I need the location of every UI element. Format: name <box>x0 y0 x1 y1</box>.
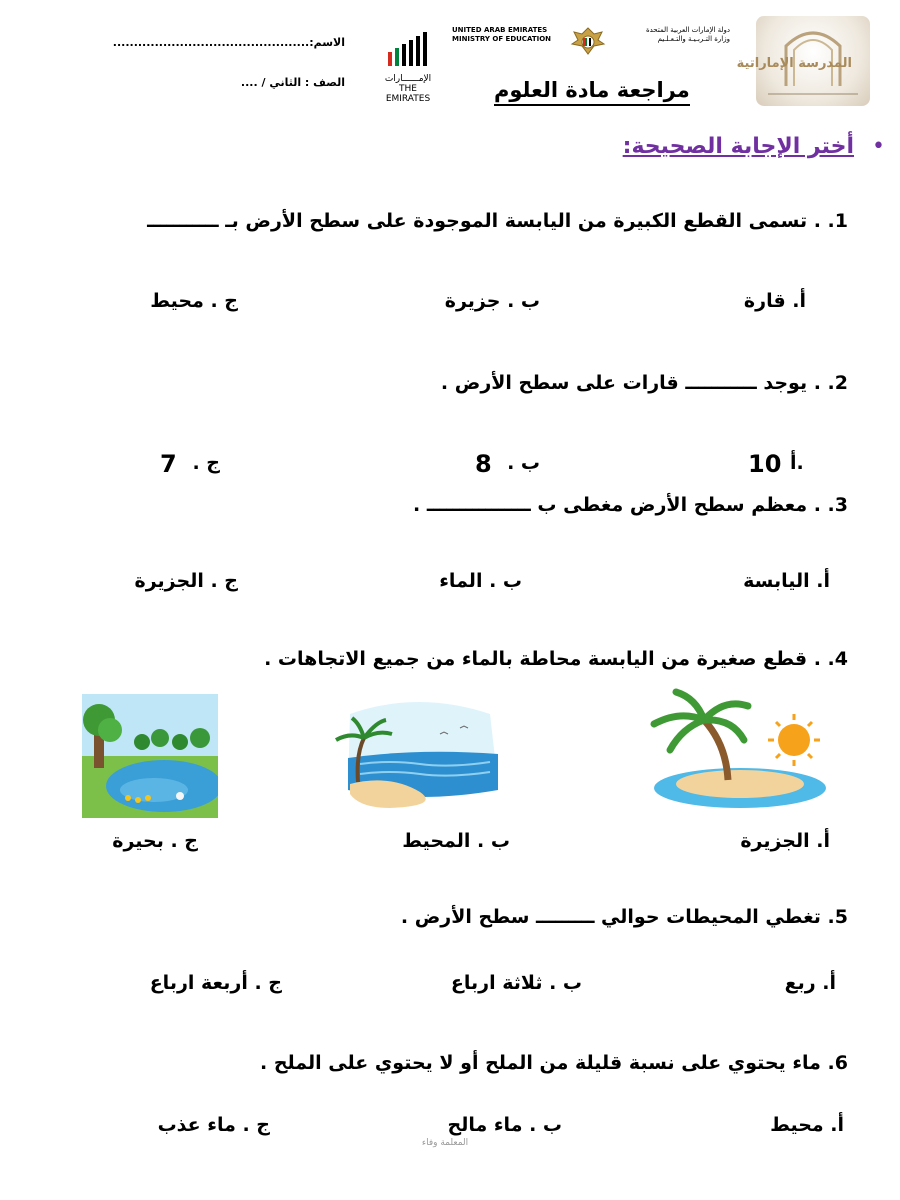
question-1: 1. . تسمى القطع الكبيرة من اليابسة الموجودة على سطح الأرض بـ ـــــــــــ <box>147 210 848 232</box>
q1-option-c[interactable]: ج . محيط <box>150 290 238 312</box>
q2-option-b-value[interactable]: 8 <box>475 450 492 478</box>
q2-option-c-value[interactable]: 7 <box>160 450 177 478</box>
q6-option-b[interactable]: ب . ماء مالح <box>447 1114 562 1136</box>
lake-image <box>82 694 218 818</box>
q1-option-a[interactable]: أ. قارة <box>743 290 806 312</box>
bullet-icon: • <box>872 134 885 159</box>
ministry-en-text: UNITED ARAB EMIRATES MINISTRY OF EDUCATION <box>452 26 552 43</box>
q4-option-b[interactable]: ب . المحيط <box>402 830 510 852</box>
q1-option-b[interactable]: ب . جزيرة <box>444 290 540 312</box>
instruction-heading: أختر الإجابة الصحيحة: <box>622 134 854 159</box>
question-3: 3. . معظم سطح الأرض مغطى ب ــــــــــــــــ . <box>413 494 848 516</box>
q6-option-a[interactable]: أ. محيط <box>770 1114 844 1136</box>
student-name-field[interactable]: الاسم:............................................... <box>112 36 345 49</box>
q3-option-a[interactable]: أ. اليابسة <box>743 570 830 592</box>
page-title: مراجعة مادة العلوم <box>494 78 690 106</box>
q6-option-c[interactable]: ج . ماء عذب <box>157 1114 270 1136</box>
emirates-logo-mark <box>380 30 436 70</box>
school-logo-text: المدرسة الإماراتية <box>736 56 852 71</box>
q2-option-b-label[interactable]: ب . <box>507 452 540 474</box>
island-image <box>640 684 832 812</box>
question-5: 5. تغطي المحيطات حوالي ـــــــــ سطح الأرض . <box>400 906 848 928</box>
question-2: 2. . يوجد ـــــــــــ قارات على سطح الأرض . <box>440 372 848 394</box>
q5-option-b[interactable]: ب . ثلاثة ارباع <box>450 972 582 994</box>
q4-option-a[interactable]: أ. الجزيرة <box>740 830 830 852</box>
q2-option-a-value[interactable]: 10 <box>748 450 782 478</box>
ocean-image <box>330 694 506 818</box>
teacher-watermark: المعلمة وفاء <box>421 1138 469 1148</box>
question-6: 6. ماء يحتوي على نسبة قليلة من الملح أو لا يحتوي على الملح . <box>260 1052 848 1074</box>
q4-option-c[interactable]: ج . بحيرة <box>112 830 198 852</box>
q3-option-b[interactable]: ب . الماء <box>439 570 522 592</box>
class-field[interactable]: الصف : الثاني / .... <box>240 76 345 89</box>
question-4: 4. . قطع صغيرة من اليابسة محاطة بالماء من جميع الاتجاهات . <box>264 648 848 670</box>
school-logo <box>736 16 870 106</box>
q5-option-a[interactable]: أ. ربع <box>784 972 836 994</box>
q2-option-c-label[interactable]: ج . <box>192 452 220 474</box>
emirates-logo <box>380 30 436 104</box>
ministry-ar-text: دولة الإمارات العربية المتحدة وزارة التـربـيـة والتـعـلـيم <box>645 26 730 43</box>
emirates-logo-ar: الإمــــــارات <box>384 74 432 84</box>
q3-option-c[interactable]: ج . الجزيرة <box>134 570 238 592</box>
emirates-logo-en: THE EMIRATES <box>385 84 431 104</box>
q5-option-c[interactable]: ج . أربعة ارباع <box>149 972 282 994</box>
q2-option-a-label[interactable]: أ. <box>790 452 804 474</box>
federal-emblem-icon <box>568 26 608 56</box>
